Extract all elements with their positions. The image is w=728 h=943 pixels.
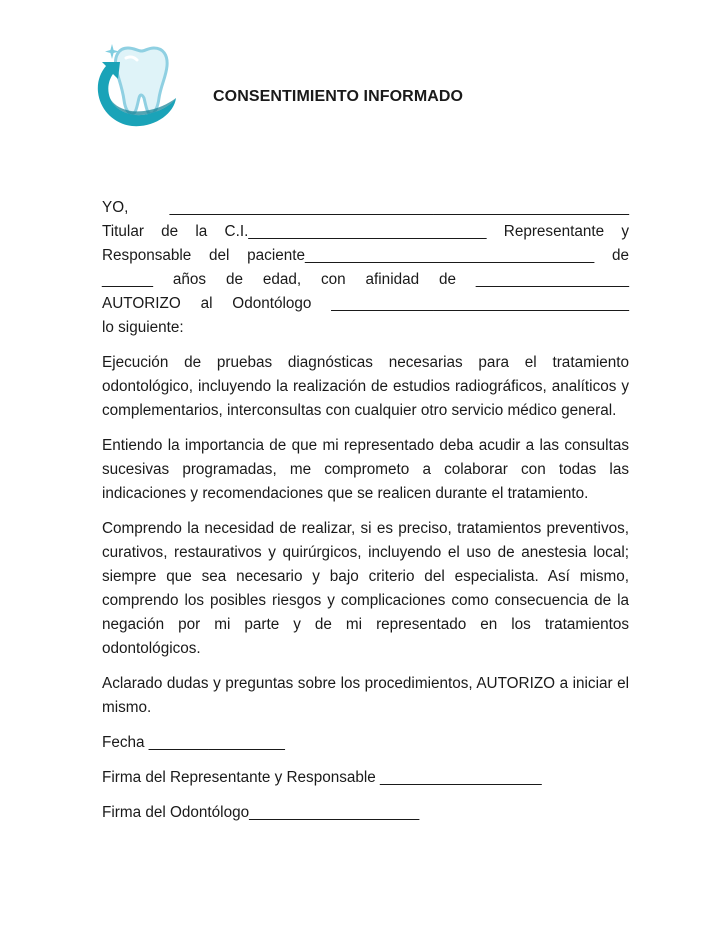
intro-line-paciente: Responsable del paciente__________________________________ de bbox=[102, 247, 629, 264]
consent-body bbox=[102, 196, 629, 836]
paragraph-tratamientos: Comprendo la necesidad de realizar, si es preciso, tratamientos preventivos, curativos, restaurativos y quirúrgicos, incluyendo el uso de anestesia local; siempre que sea necesario y bajo criterio del especialista. Así mismo, comprendo los posibles riesgos y complicaciones como consecuencia de la negación por mi parte y de mi representado en los tratamientos odontológicos. bbox=[102, 520, 629, 657]
intro-line-yo: YO, ______________________________________________________ bbox=[102, 199, 629, 216]
paragraph-autorizo: Aclarado dudas y preguntas sobre los procedimientos, AUTORIZO a iniciar el mismo. bbox=[102, 675, 629, 716]
tooth-icon bbox=[116, 48, 168, 114]
intro-line-siguiente: lo siguiente: bbox=[102, 319, 184, 336]
dental-logo-icon bbox=[88, 40, 184, 136]
intro-line-autorizo: AUTORIZO al Odontólogo ___________________________________ bbox=[102, 295, 629, 312]
intro-line-edad: ______ años de edad, con afinidad de __________________ bbox=[102, 271, 629, 288]
paragraph-pruebas: Ejecución de pruebas diagnósticas necesarias para el tratamiento odontológico, incluyendo la realización de estudios radiográficos, analíticos y complementarios, interconsultas con cualquier otro servicio médico general. bbox=[102, 354, 629, 419]
intro-line-ci: Titular de la C.I.____________________________ Representante y bbox=[102, 223, 629, 240]
field-firma-representante: Firma del Representante y Responsable ___________________ bbox=[102, 769, 542, 786]
field-firma-odontologo: Firma del Odontólogo____________________ bbox=[102, 804, 420, 821]
paragraph-consultas: Entiendo la importancia de que mi representado deba acudir a las consultas sucesivas programadas, me comprometo a colaborar con todas las indicaciones y recomendaciones que se realicen durante el tratamiento. bbox=[102, 437, 629, 502]
document-title: CONSENTIMIENTO INFORMADO bbox=[213, 88, 464, 105]
intro-paragraph bbox=[102, 196, 629, 340]
field-fecha: Fecha ________________ bbox=[102, 734, 285, 751]
